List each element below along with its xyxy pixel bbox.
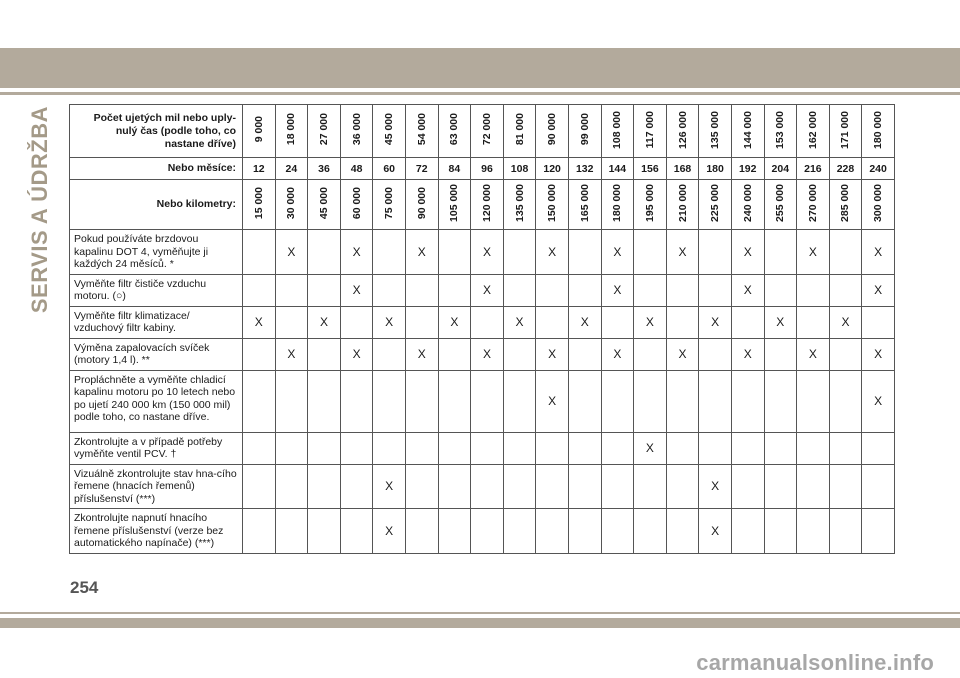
schedule-cell: X [731, 230, 764, 275]
table-row [70, 274, 895, 306]
schedule-cell [275, 370, 308, 432]
miles-header-cell-text: 117 000 [643, 110, 656, 149]
km-header-cell [536, 180, 569, 230]
schedule-cell [568, 509, 601, 554]
schedule-cell: X [503, 306, 536, 338]
schedule-cell [601, 306, 634, 338]
schedule-cell [797, 432, 830, 464]
schedule-cell [764, 230, 797, 275]
km-header-cell-text: 225 000 [709, 184, 722, 222]
schedule-cell [731, 509, 764, 554]
km-header-cell-text: 30 000 [285, 186, 298, 220]
schedule-cell [340, 464, 373, 509]
miles-header-cell-text: 135 000 [709, 110, 722, 149]
schedule-cell [275, 464, 308, 509]
miles-header-cell-text: 45 000 [383, 113, 396, 146]
km-header-cell [829, 180, 862, 230]
schedule-cell [536, 274, 569, 306]
schedule-cell [536, 464, 569, 509]
row-label: Výměna zapalovacích svíček (motory 1,4 l). ** [70, 338, 243, 370]
schedule-cell [666, 274, 699, 306]
months-header-cell: 192 [731, 158, 764, 180]
miles-header-cell [731, 105, 764, 158]
schedule-cell [405, 509, 438, 554]
months-header-cell: 204 [764, 158, 797, 180]
miles-header-cell-text: 27 000 [317, 113, 330, 146]
miles-header-cell-text: 90 000 [546, 113, 559, 146]
km-header-cell-text: 270 000 [806, 184, 819, 222]
header-miles-label: Počet ujetých mil nebo uply-nulý čas (podle toho, co nastane dříve) [70, 105, 243, 158]
schedule-cell [797, 370, 830, 432]
schedule-cell: X [243, 306, 276, 338]
schedule-cell [568, 370, 601, 432]
schedule-cell [699, 274, 732, 306]
schedule-cell [797, 306, 830, 338]
schedule-cell [731, 370, 764, 432]
schedule-cell [601, 509, 634, 554]
schedule-cell [438, 274, 471, 306]
schedule-cell: X [536, 338, 569, 370]
schedule-cell [666, 509, 699, 554]
table-row [70, 464, 895, 509]
schedule-cell: X [699, 306, 732, 338]
miles-header-cell-text: 126 000 [676, 110, 689, 149]
schedule-cell [797, 464, 830, 509]
schedule-cell [568, 274, 601, 306]
schedule-cell [699, 338, 732, 370]
km-header-cell [601, 180, 634, 230]
header-row-months [70, 158, 895, 180]
schedule-cell [862, 432, 895, 464]
schedule-cell [373, 370, 406, 432]
row-label: Pokud používáte brzdovou kapalinu DOT 4, vyměňujte ji každých 24 měsíců. * [70, 230, 243, 275]
schedule-cell [829, 274, 862, 306]
schedule-cell [634, 230, 667, 275]
km-header-cell-text: 300 000 [872, 184, 885, 222]
row-label: Propláchněte a vyměňte chladicí kapalinu motoru po 10 letech nebo po ujetí 240 000 km (150 000 mil) podle toho, co nastane dříve. [70, 370, 243, 432]
schedule-cell [634, 370, 667, 432]
schedule-cell: X [797, 230, 830, 275]
km-header-cell [243, 180, 276, 230]
schedule-cell [503, 338, 536, 370]
miles-header-cell-text: 108 000 [611, 110, 624, 149]
schedule-cell [243, 464, 276, 509]
schedule-cell [438, 464, 471, 509]
schedule-cell: X [373, 464, 406, 509]
miles-header-cell [340, 105, 373, 158]
schedule-cell: X [471, 274, 504, 306]
miles-header-cell [862, 105, 895, 158]
schedule-cell [308, 230, 341, 275]
schedule-cell [373, 432, 406, 464]
schedule-cell: X [601, 230, 634, 275]
schedule-cell: X [405, 338, 438, 370]
schedule-cell [503, 432, 536, 464]
months-header-cell: 216 [797, 158, 830, 180]
schedule-cell [568, 464, 601, 509]
schedule-cell: X [634, 432, 667, 464]
schedule-cell [243, 230, 276, 275]
schedule-cell [568, 432, 601, 464]
section-title: SERVIS A ÚDRŽBA [27, 106, 52, 314]
schedule-cell: X [862, 230, 895, 275]
miles-header-cell [536, 105, 569, 158]
months-header-cell: 96 [471, 158, 504, 180]
schedule-cell [373, 338, 406, 370]
km-header-cell-text: 60 000 [350, 186, 363, 220]
km-header-cell-text: 15 000 [252, 186, 265, 220]
miles-header-cell-text: 144 000 [741, 110, 754, 149]
schedule-cell [275, 509, 308, 554]
km-header-cell-text: 105 000 [448, 184, 461, 222]
miles-header-cell [438, 105, 471, 158]
km-header-cell [731, 180, 764, 230]
km-header-cell [405, 180, 438, 230]
km-header-cell [764, 180, 797, 230]
miles-header-cell [405, 105, 438, 158]
schedule-cell [405, 464, 438, 509]
schedule-cell [405, 306, 438, 338]
schedule-cell: X [275, 338, 308, 370]
km-header-cell [340, 180, 373, 230]
schedule-cell: X [601, 338, 634, 370]
schedule-cell: X [862, 370, 895, 432]
miles-header-cell-text: 99 000 [578, 113, 591, 146]
schedule-cell: X [275, 230, 308, 275]
months-header-cell: 144 [601, 158, 634, 180]
header-row-km [70, 180, 895, 230]
table-row [70, 306, 895, 338]
schedule-cell [503, 230, 536, 275]
schedule-cell [340, 306, 373, 338]
km-header-cell-text: 240 000 [741, 184, 754, 222]
table-row [70, 432, 895, 464]
schedule-cell: X [862, 274, 895, 306]
schedule-cell [666, 370, 699, 432]
row-label: Vyměňte filtr klimatizace/ vzduchový filtr kabiny. [70, 306, 243, 338]
table-row [70, 338, 895, 370]
miles-header-cell-text: 18 000 [285, 113, 298, 146]
schedule-cell [438, 432, 471, 464]
schedule-cell: X [829, 306, 862, 338]
schedule-cell [438, 509, 471, 554]
row-label: Vizuálně zkontrolujte stav hna-cího řemene (hnacích řemenů) příslušenství (***) [70, 464, 243, 509]
schedule-cell [405, 274, 438, 306]
miles-header-cell [666, 105, 699, 158]
schedule-cell [699, 370, 732, 432]
schedule-cell [666, 432, 699, 464]
miles-header-cell-text: 9 000 [252, 116, 265, 143]
km-header-cell-text: 150 000 [546, 184, 559, 222]
km-header-cell [275, 180, 308, 230]
months-header-cell: 156 [634, 158, 667, 180]
schedule-cell: X [340, 338, 373, 370]
schedule-cell: X [862, 338, 895, 370]
schedule-cell [699, 432, 732, 464]
schedule-cell [634, 274, 667, 306]
schedule-cell: X [471, 230, 504, 275]
schedule-cell [764, 509, 797, 554]
table-row [70, 370, 895, 432]
km-header-cell [438, 180, 471, 230]
schedule-cell: X [699, 464, 732, 509]
schedule-cell: X [536, 370, 569, 432]
schedule-cell: X [797, 338, 830, 370]
schedule-cell: X [405, 230, 438, 275]
months-header-cell: 24 [275, 158, 308, 180]
schedule-cell: X [666, 338, 699, 370]
schedule-cell [601, 432, 634, 464]
km-header-cell-text: 195 000 [643, 184, 656, 222]
months-header-cell: 84 [438, 158, 471, 180]
miles-header-cell [601, 105, 634, 158]
schedule-cell [797, 509, 830, 554]
schedule-cell [536, 432, 569, 464]
months-header-cell: 132 [568, 158, 601, 180]
watermark: carmanualsonline.info [696, 650, 934, 675]
table-row [70, 509, 895, 554]
km-header-cell-text: 45 000 [317, 186, 330, 220]
miles-header-cell-text: 81 000 [513, 113, 526, 146]
schedule-cell [438, 370, 471, 432]
schedule-cell [308, 338, 341, 370]
miles-header-cell [634, 105, 667, 158]
schedule-cell [731, 432, 764, 464]
schedule-cell [666, 306, 699, 338]
schedule-cell: X [308, 306, 341, 338]
schedule-cell: X [731, 274, 764, 306]
schedule-cell [829, 230, 862, 275]
months-header-cell: 120 [536, 158, 569, 180]
miles-header-cell [243, 105, 276, 158]
km-header-cell-text: 285 000 [839, 184, 852, 222]
schedule-cell [699, 230, 732, 275]
miles-header-cell-text: 171 000 [839, 110, 852, 149]
miles-header-cell-text: 36 000 [350, 113, 363, 146]
schedule-cell [471, 370, 504, 432]
km-header-cell-text: 165 000 [578, 184, 591, 222]
schedule-cell [308, 464, 341, 509]
schedule-cell: X [536, 230, 569, 275]
schedule-cell [634, 338, 667, 370]
schedule-cell: X [340, 230, 373, 275]
schedule-cell [862, 306, 895, 338]
schedule-cell: X [666, 230, 699, 275]
miles-header-cell [503, 105, 536, 158]
schedule-cell: X [373, 509, 406, 554]
schedule-cell: X [634, 306, 667, 338]
km-header-cell-text: 75 000 [383, 186, 396, 220]
schedule-cell: X [438, 306, 471, 338]
header-band [0, 48, 960, 88]
miles-header-cell [308, 105, 341, 158]
schedule-cell: X [340, 274, 373, 306]
schedule-cell: X [568, 306, 601, 338]
header-km-label: Nebo kilometry: [70, 180, 243, 230]
schedule-cell [308, 432, 341, 464]
miles-header-cell [373, 105, 406, 158]
row-label: Zkontrolujte a v případě potřeby vyměňte ventil PCV. † [70, 432, 243, 464]
months-header-cell: 228 [829, 158, 862, 180]
schedule-cell [503, 464, 536, 509]
schedule-cell [308, 509, 341, 554]
miles-header-cell-text: 54 000 [415, 113, 428, 146]
schedule-cell [471, 306, 504, 338]
header-rule [0, 92, 960, 95]
km-header-cell-text: 90 000 [415, 186, 428, 220]
miles-header-cell [568, 105, 601, 158]
schedule-cell [275, 306, 308, 338]
miles-header-cell-text: 162 000 [806, 110, 819, 149]
km-header-cell [503, 180, 536, 230]
miles-header-cell [829, 105, 862, 158]
months-header-cell: 48 [340, 158, 373, 180]
schedule-cell [731, 306, 764, 338]
schedule-cell [601, 370, 634, 432]
schedule-cell [601, 464, 634, 509]
schedule-cell [829, 370, 862, 432]
schedule-cell: X [373, 306, 406, 338]
schedule-cell [666, 464, 699, 509]
table-row [70, 230, 895, 275]
km-header-cell-text: 210 000 [676, 184, 689, 222]
km-header-cell [862, 180, 895, 230]
km-header-cell-text: 135 000 [513, 184, 526, 222]
months-header-cell: 108 [503, 158, 536, 180]
schedule-cell [438, 230, 471, 275]
schedule-cell [503, 370, 536, 432]
km-header-cell [568, 180, 601, 230]
schedule-cell [536, 306, 569, 338]
km-header-cell [471, 180, 504, 230]
miles-header-cell [764, 105, 797, 158]
schedule-cell [471, 464, 504, 509]
months-header-cell: 12 [243, 158, 276, 180]
schedule-cell [503, 274, 536, 306]
schedule-cell [764, 370, 797, 432]
months-header-cell: 36 [308, 158, 341, 180]
miles-header-cell [699, 105, 732, 158]
schedule-cell [340, 432, 373, 464]
schedule-cell [634, 464, 667, 509]
miles-header-cell [275, 105, 308, 158]
km-header-cell [666, 180, 699, 230]
schedule-cell [243, 338, 276, 370]
miles-header-cell [797, 105, 830, 158]
schedule-cell [829, 509, 862, 554]
km-header-cell [634, 180, 667, 230]
schedule-cell: X [731, 338, 764, 370]
schedule-cell [797, 274, 830, 306]
schedule-cell [243, 509, 276, 554]
schedule-cell [568, 338, 601, 370]
km-header-cell [308, 180, 341, 230]
km-header-cell-text: 180 000 [611, 184, 624, 222]
schedule-cell [438, 338, 471, 370]
header-months-label: Nebo měsíce: [70, 158, 243, 180]
km-header-cell [699, 180, 732, 230]
km-header-cell [797, 180, 830, 230]
schedule-cell: X [699, 509, 732, 554]
schedule-cell [308, 370, 341, 432]
schedule-cell [275, 432, 308, 464]
schedule-cell [405, 432, 438, 464]
months-header-cell: 180 [699, 158, 732, 180]
schedule-cell [340, 370, 373, 432]
schedule-cell [764, 432, 797, 464]
header-row-miles [70, 105, 895, 158]
footer-band [0, 618, 960, 628]
schedule-cell [405, 370, 438, 432]
miles-header-cell-text: 153 000 [774, 110, 787, 149]
schedule-cell [764, 464, 797, 509]
schedule-cell [373, 274, 406, 306]
schedule-cell: X [601, 274, 634, 306]
schedule-cell [308, 274, 341, 306]
schedule-cell [275, 274, 308, 306]
miles-header-cell [471, 105, 504, 158]
schedule-cell [829, 464, 862, 509]
km-header-cell-text: 255 000 [774, 184, 787, 222]
schedule-cell [340, 509, 373, 554]
months-header-cell: 240 [862, 158, 895, 180]
schedule-cell [243, 274, 276, 306]
maintenance-schedule-table [69, 104, 895, 554]
months-header-cell: 72 [405, 158, 438, 180]
schedule-cell [536, 509, 569, 554]
schedule-cell [243, 432, 276, 464]
schedule-cell [764, 338, 797, 370]
schedule-cell: X [471, 338, 504, 370]
schedule-cell [503, 509, 536, 554]
miles-header-cell-text: 63 000 [448, 113, 461, 146]
schedule-cell [862, 509, 895, 554]
schedule-cell [862, 464, 895, 509]
schedule-cell [764, 274, 797, 306]
schedule-cell [373, 230, 406, 275]
miles-header-cell-text: 72 000 [480, 113, 493, 146]
page-number: 254 [70, 578, 99, 597]
row-label: Zkontrolujte napnutí hnacího řemene příslušenství (verze bez automatického napínače) (***) [70, 509, 243, 554]
schedule-cell [829, 432, 862, 464]
schedule-cell [471, 509, 504, 554]
schedule-cell [634, 509, 667, 554]
km-header-cell [373, 180, 406, 230]
schedule-cell [731, 464, 764, 509]
months-header-cell: 168 [666, 158, 699, 180]
km-header-cell-text: 120 000 [480, 184, 493, 222]
schedule-cell [471, 432, 504, 464]
schedule-cell [243, 370, 276, 432]
footer-rule [0, 612, 960, 614]
section-title-vertical [23, 100, 57, 320]
row-label: Vyměňte filtr čističe vzduchu motoru. (○) [70, 274, 243, 306]
schedule-cell [568, 230, 601, 275]
schedule-cell: X [764, 306, 797, 338]
months-header-cell: 60 [373, 158, 406, 180]
miles-header-cell-text: 180 000 [872, 110, 885, 149]
schedule-cell [829, 338, 862, 370]
